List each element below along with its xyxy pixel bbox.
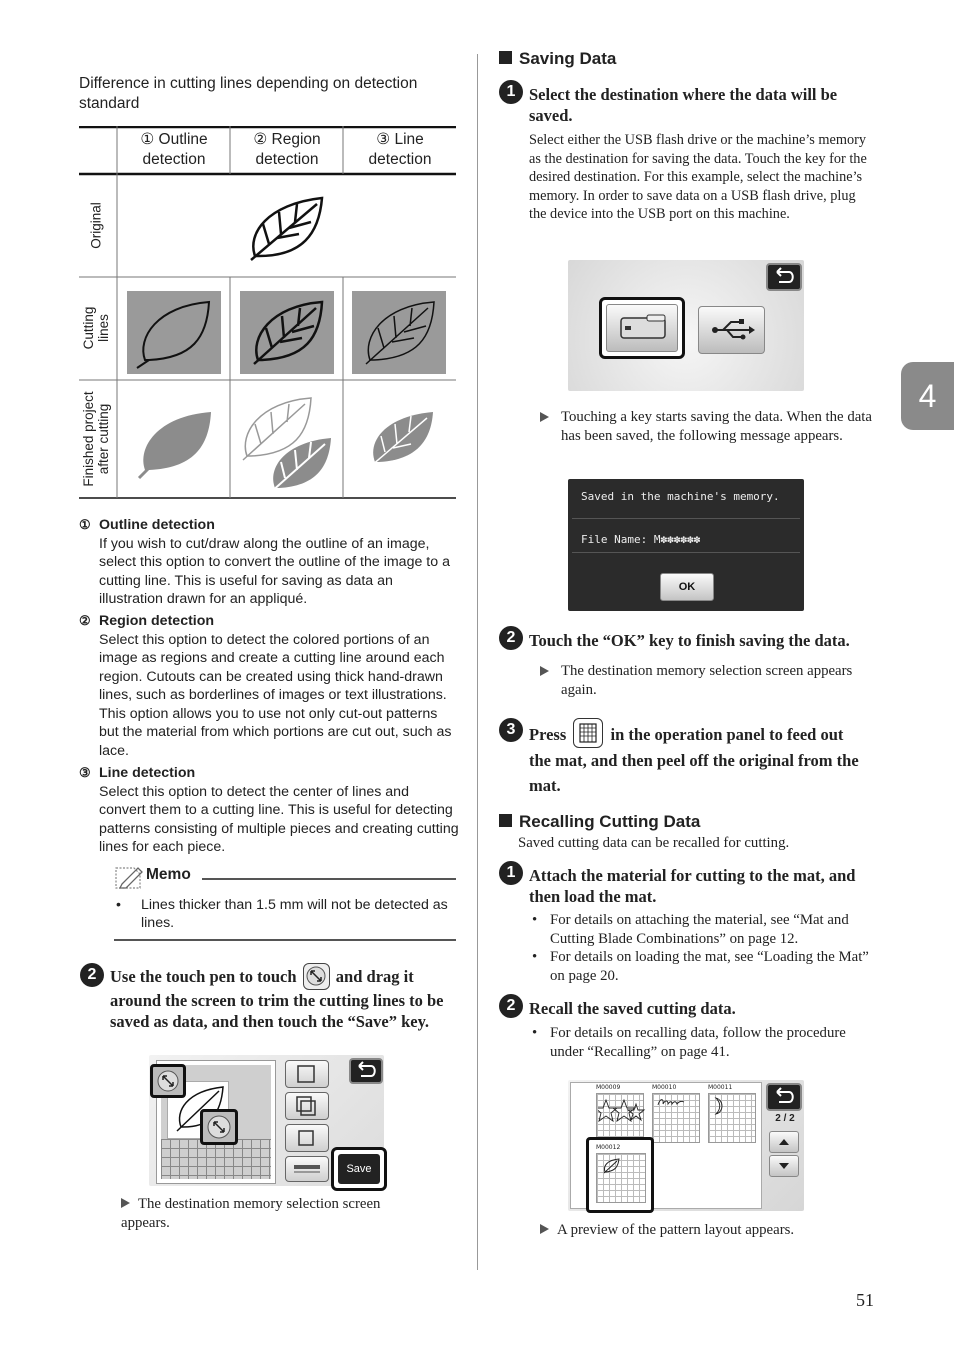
file-item[interactable]: M00009 xyxy=(596,1084,648,1144)
col-head-line: ③ Line detection xyxy=(368,131,432,168)
ok-button[interactable]: OK xyxy=(660,573,714,601)
trim-handle-top-left[interactable] xyxy=(150,1064,186,1098)
original-leaf-image xyxy=(251,198,322,260)
file-name-text: File Name: M✽✽✽✽✽✽ xyxy=(581,533,701,546)
col-head-region: ② Region detection xyxy=(253,131,321,168)
memo-text: • Lines thicker than 1.5 mm will not be detected as lines. xyxy=(114,896,456,932)
page-number: 51 xyxy=(856,1290,874,1310)
moon-pattern-icon xyxy=(708,1096,728,1116)
saved-message-text: Saved in the machine's memory. xyxy=(581,490,780,503)
save-step2-title: Touch the “OK” key to finish saving the data. xyxy=(529,631,850,650)
destination-screen xyxy=(568,260,804,391)
page-indicator: 2 / 2 xyxy=(775,1113,795,1124)
step-badge-recall-1: 1 xyxy=(499,861,523,885)
saved-message-screen xyxy=(568,479,804,611)
file-item[interactable]: M00011 xyxy=(708,1084,760,1144)
recall-step1-title: Attach the material for cutting to the mat, and then load the mat. xyxy=(529,866,856,906)
recalling-subtitle: Saved cutting data can be recalled for cutting. xyxy=(518,835,790,851)
script-pattern-icon xyxy=(656,1096,686,1108)
back-button[interactable] xyxy=(766,263,802,291)
column-divider xyxy=(477,54,478,1270)
definition-outline: ① Outline detection If you wish to cut/draw along the outline of an image, select this option to convert the outline of the image to a cutting line. This is useful for saving as data an illustration drawn for an appliqué. xyxy=(79,517,450,607)
chapter-tab: 4 xyxy=(901,362,954,430)
recall-step1-bullets: • For details on attaching the material, see “Mat and Cutting Blade Combinations” on page 12. • For details on loading the mat, see “Loading the Mat” on page 20. xyxy=(530,911,874,985)
scroll-down-button[interactable] xyxy=(769,1155,799,1177)
scroll-up-button[interactable] xyxy=(769,1131,799,1153)
pattern-list-screen xyxy=(568,1080,804,1211)
memo-box xyxy=(114,864,456,942)
saving-section-title: Saving Data xyxy=(499,49,616,69)
step-badge-save-2: 2 xyxy=(499,626,523,650)
machine-memory-button[interactable] xyxy=(599,297,685,359)
stars-pattern-icon xyxy=(598,1096,646,1126)
usb-button[interactable] xyxy=(698,306,765,354)
recall-result: A preview of the pattern layout appears. xyxy=(540,1221,874,1240)
save-step2-result: The destination memory selection screen appears again. xyxy=(540,662,874,699)
step-badge-left-2: 2 xyxy=(80,963,104,987)
memo-label: Memo xyxy=(146,866,191,883)
step-badge-save-3: 3 xyxy=(499,718,523,742)
save-step1-result: Touching a key starts saving the data. When the data has been saved, the following message appears. xyxy=(540,408,874,445)
feed-key-icon xyxy=(573,718,603,748)
save-button[interactable]: Save xyxy=(331,1147,387,1191)
file-item-selected[interactable]: M00012 xyxy=(586,1137,654,1213)
col-head-outline: ① Outline detection xyxy=(140,131,208,168)
definition-region: ② Region detection Select this option to detect the colored portions of an image as regions and create a cutting line around each region. Cutouts can be created using thick hand-drawn lines, such as borderlines of images or text illustrations. This option allows you to use not only cut-out patterns but the material from which portions are cut out, such as lace. xyxy=(79,613,452,759)
touch-pen-icon xyxy=(303,963,330,990)
shape-button-1[interactable] xyxy=(285,1060,329,1088)
step-badge-recall-2: 2 xyxy=(499,994,523,1018)
save-step3-title: Press in the operation panel to feed out the mat, and then peel off the original from the mat. xyxy=(529,722,874,798)
recalling-section-title: Recalling Cutting Data xyxy=(499,812,700,832)
shape-button-3[interactable] xyxy=(285,1124,329,1152)
row-label-finished: Finished project after cutting xyxy=(81,391,111,487)
trim-screen xyxy=(149,1055,384,1186)
row-label-original: Original xyxy=(88,202,104,249)
save-step1-title: Select the destination where the data will be saved. xyxy=(529,85,838,125)
save-step1-body: Select either the USB flash drive or the machine’s memory as the destination for saving the data. Touch the key for the desired destination. For this example, select the machine’s memory. In order to save data on a USB flash drive, plug the device into the USB port on this machine. xyxy=(529,132,867,222)
back-button[interactable] xyxy=(766,1083,802,1111)
machine-memory-icon xyxy=(607,305,683,351)
adjust-slider-button[interactable] xyxy=(285,1156,329,1182)
row-label-cutting-lines: Cutting lines xyxy=(81,306,111,350)
comparison-table xyxy=(79,126,456,500)
file-item[interactable]: M00010 xyxy=(652,1084,704,1144)
left-step2-result: The destination memory selection screen appears. xyxy=(121,1196,381,1231)
leaf-pattern-icon xyxy=(603,1158,621,1174)
back-button[interactable] xyxy=(349,1058,383,1084)
left-step2-title: Use the touch pen to touch and drag it around the screen to trim the cutting lines to be saved as data, and then touch the “Save” key. xyxy=(110,966,460,1032)
usb-icon xyxy=(699,307,765,353)
shape-button-2[interactable] xyxy=(285,1092,329,1120)
recall-step2-title: Recall the saved cutting data. xyxy=(529,999,736,1018)
step-badge-save-1: 1 xyxy=(499,80,523,104)
intro-text: Difference in cutting lines depending on detection standard xyxy=(79,75,418,112)
recall-step2-bullets: • For details on recalling data, follow the procedure under “Recalling” on page 41. xyxy=(530,1024,874,1061)
trim-handle-bottom-right[interactable] xyxy=(200,1109,238,1145)
memo-icon xyxy=(114,864,144,890)
definition-line: ③ Line detection Select this option to detect the center of lines and convert them to a cutting line. This is useful for detecting patterns consisting of multiple pieces and creating cutting lines for each piece. xyxy=(79,765,459,855)
